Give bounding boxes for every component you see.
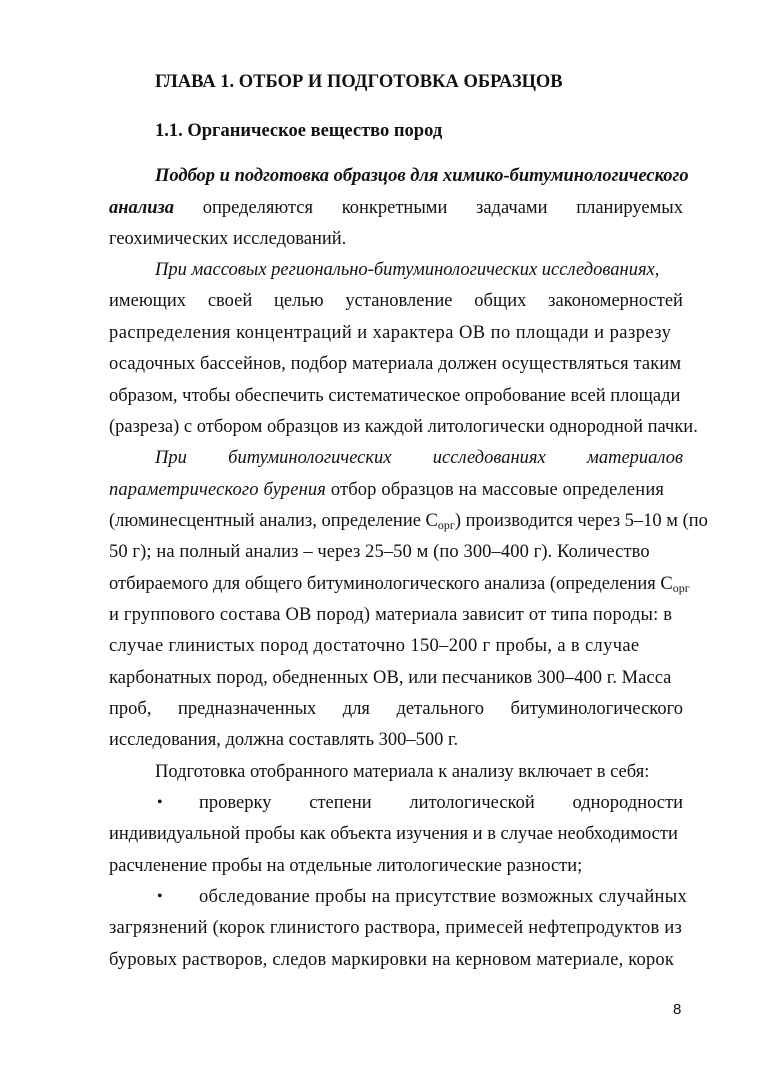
p3-line-3 bbox=[109, 511, 708, 532]
p3-line-10: исследования, должна составлять 300–500 г. bbox=[109, 730, 459, 750]
p3-text: отбираемого для общего битуминологического анализа (определения С bbox=[109, 574, 673, 594]
p3-line-7: случае глинистых пород достаточно 150–200 г пробы, а в случае bbox=[109, 636, 640, 656]
p3-word: для bbox=[342, 699, 370, 719]
p3-line-6: и группового состава ОВ пород) материала зависит от типа породы: в bbox=[109, 605, 673, 625]
p1-word: задачами bbox=[476, 198, 548, 218]
bullet-icon: • bbox=[157, 794, 163, 811]
p2-line-2 bbox=[109, 291, 683, 312]
bullet-1-line-3: расчленение пробы на отдельные литологические разности; bbox=[109, 856, 583, 876]
p3-line-9 bbox=[109, 699, 683, 720]
p3-text: (люминесцентный анализ, определение С bbox=[109, 511, 438, 531]
p3-italic-word: При bbox=[155, 448, 187, 468]
bullet-2-line-2: загрязнений (корок глинистого раствора, примесей нефтепродуктов из bbox=[109, 918, 683, 938]
p1-word: определяются bbox=[202, 198, 314, 218]
p3-word: битуминологического bbox=[510, 699, 683, 719]
subscript-org: орг bbox=[437, 518, 455, 532]
p3-italic-word: исследованиях bbox=[432, 448, 546, 468]
page-number: 8 bbox=[673, 1001, 682, 1018]
bullet-1-line-1 bbox=[199, 793, 683, 814]
p2-line-4: осадочных бассейнов, подбор материала должен осуществляться таким bbox=[109, 354, 682, 374]
p2-line-3: распределения концентраций и характера ОВ по площади и разрезу bbox=[109, 323, 672, 343]
p2-line-6: (разреза) с отбором образцов из каждой литологически однородной пачки. bbox=[109, 417, 698, 437]
bullet-icon: • bbox=[157, 888, 163, 905]
bullet-word: степени bbox=[309, 793, 372, 813]
p3-line-8: карбонатных пород, обедненных ОВ, или песчаников 300–400 г. Масса bbox=[109, 668, 672, 688]
p2-word: установление bbox=[345, 291, 453, 311]
p1-bold-italic-a: Подбор и подготовка образцов для химико-битуминологического bbox=[155, 166, 689, 186]
p1-bold-italic-b: анализа bbox=[109, 198, 175, 218]
p3-word: детального bbox=[396, 699, 484, 719]
p3-word: проб, bbox=[109, 699, 152, 719]
bullet-word: литологической bbox=[409, 793, 535, 813]
p2-italic-text: При массовых регионально-битуминологических исследованиях bbox=[155, 260, 655, 280]
p3-line-2 bbox=[109, 480, 683, 501]
p3-italic-phrase: параметрического бурения bbox=[109, 480, 327, 500]
p3-text: ) производится через 5–10 м (по bbox=[454, 511, 708, 531]
bullet-word: проверку bbox=[199, 793, 272, 813]
subscript-org: орг bbox=[672, 581, 690, 595]
p2-word: целью bbox=[274, 291, 324, 311]
p3-italic-word: битуминологических bbox=[228, 448, 392, 468]
p1-word: планируемых bbox=[576, 198, 683, 218]
bullet-1-line-2: индивидуальной пробы как объекта изучения и в случае необходимости bbox=[109, 824, 678, 844]
p2-line-5: образом, чтобы обеспечить систематическое опробование всей площади bbox=[109, 386, 681, 406]
chapter-title: ГЛАВА 1. ОТБОР И ПОДГОТОВКА ОБРАЗЦОВ bbox=[155, 72, 563, 92]
bullet-2-line-1: обследование пробы на присутствие возможных случайных bbox=[199, 887, 688, 907]
p3-line-1 bbox=[155, 448, 683, 469]
p1-line-1 bbox=[155, 166, 689, 187]
p1-word: конкретными bbox=[341, 198, 448, 218]
bullet-word: однородности bbox=[572, 793, 683, 813]
p2-word: своей bbox=[207, 291, 253, 311]
bullet-2-line-3: буровых растворов, следов маркировки на керновом материале, корок bbox=[109, 950, 675, 970]
p3-word: предназначенных bbox=[177, 699, 317, 719]
p2-word: общих bbox=[474, 291, 527, 311]
p3-italic-word: материалов bbox=[587, 448, 683, 468]
p3-line-5 bbox=[109, 574, 690, 595]
p3-line-2-rest: отбор образцов на массовые определения bbox=[326, 480, 665, 500]
p2-line-1 bbox=[155, 260, 683, 281]
p1-line-3: геохимических исследований. bbox=[109, 229, 347, 249]
p4-line-1: Подготовка отобранного материала к анализу включает в себя: bbox=[155, 762, 650, 782]
p3-line-4: 50 г); на полный анализ – через 25–50 м (по 300–400 г). Количество bbox=[109, 542, 650, 562]
p2-word: закономерностей bbox=[548, 291, 683, 311]
p2-word: имеющих bbox=[109, 291, 187, 311]
p2-comma: , bbox=[654, 260, 660, 280]
p1-line-2 bbox=[109, 198, 683, 219]
section-title: 1.1. Органическое вещество пород bbox=[155, 121, 443, 141]
